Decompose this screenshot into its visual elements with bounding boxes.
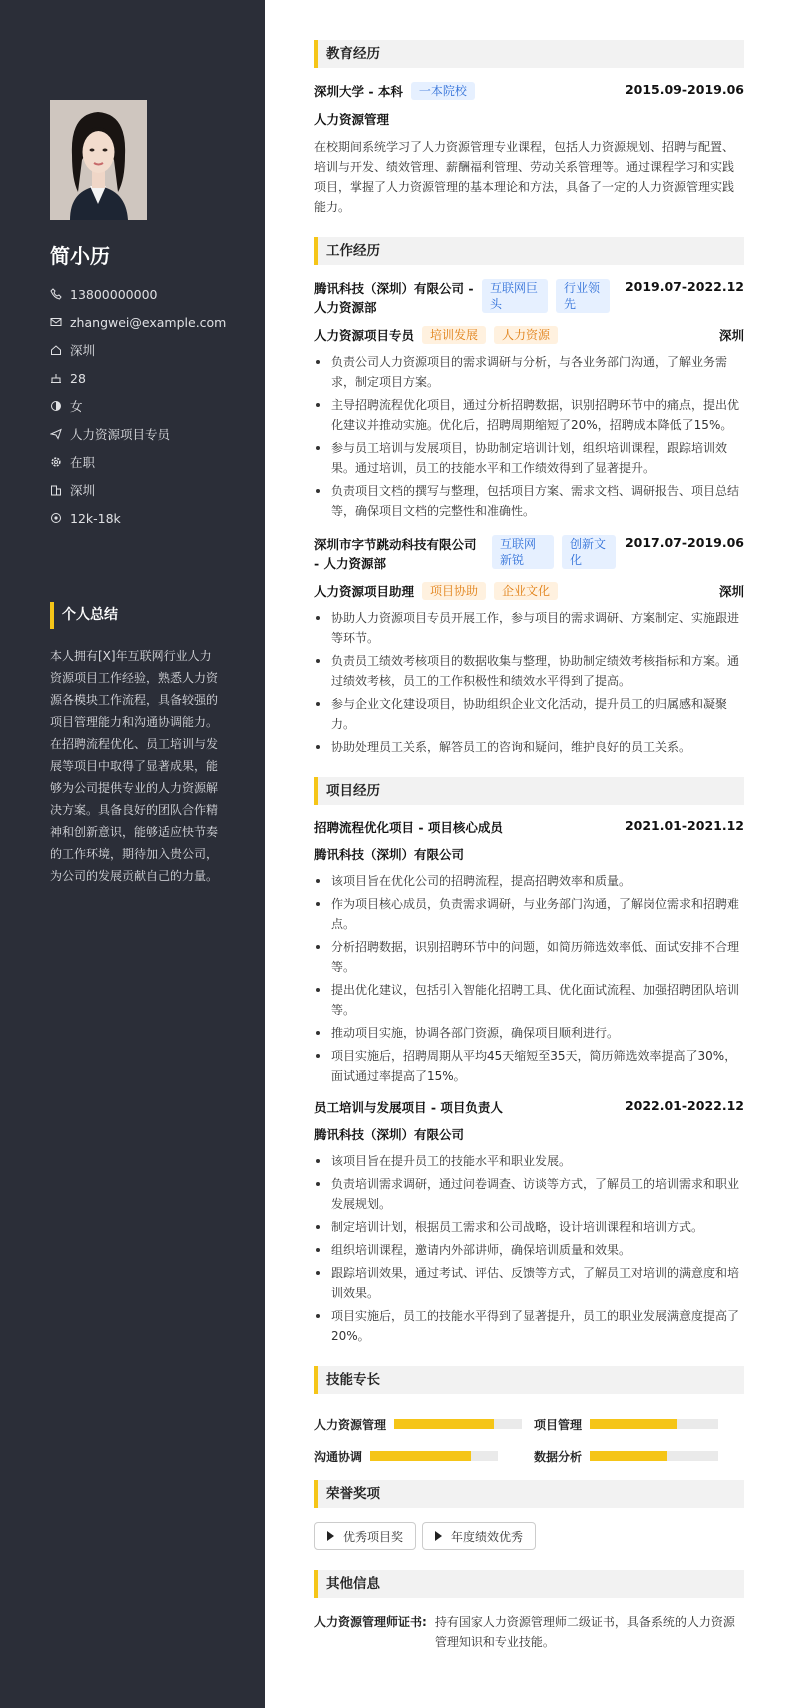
- project-period: 2022.01-2022.12: [624, 1098, 744, 1113]
- skill-bar: [590, 1451, 718, 1461]
- job-company: 腾讯科技（深圳）有限公司 - 人力资源部: [314, 281, 474, 315]
- list-item: 协助处理员工关系，解答员工的咨询和疑问，维护良好的员工关系。: [314, 737, 744, 757]
- award-badge: [422, 1522, 536, 1550]
- gear-icon: [50, 456, 62, 468]
- role-tag: 人力资源: [494, 326, 558, 344]
- cake-icon: [50, 372, 62, 384]
- award-label: 优秀项目奖: [343, 1529, 404, 1544]
- list-item: 项目实施后，招聘周期从平均45天缩短至35天，简历筛选效率提高了30%，面试通过率提高了15%。: [314, 1046, 744, 1086]
- list-item: 该项目旨在优化公司的招聘流程，提高招聘效率和质量。: [314, 871, 744, 891]
- status-row: [50, 448, 250, 476]
- job-bullets: [314, 352, 744, 521]
- project-header: [314, 818, 744, 836]
- city-value: 深圳: [70, 483, 96, 498]
- list-item: 该项目旨在提升员工的技能水平和职业发展。: [314, 1151, 744, 1171]
- job-city: 深圳: [718, 584, 744, 599]
- project-name: 员工培训与发展项目 - 项目负责人: [314, 1100, 503, 1115]
- job-entry: [314, 535, 744, 757]
- age-value: 28: [70, 370, 86, 386]
- age-row: [50, 364, 250, 392]
- role-tag: 企业文化: [494, 582, 558, 600]
- education-heading: 教育经历: [314, 40, 744, 68]
- role-tag: 项目协助: [422, 582, 486, 600]
- job-role: 人力资源项目助理: [314, 584, 415, 599]
- skills-grid: [314, 1408, 744, 1472]
- role-tag: 培训发展: [422, 326, 486, 344]
- skill-bar-fill: [590, 1451, 667, 1461]
- award-label: 年度绩效优秀: [451, 1529, 524, 1544]
- send-icon: [50, 428, 62, 440]
- sidebar: [0, 0, 265, 1708]
- awards-heading: 荣誉奖项: [314, 1480, 744, 1508]
- phone-icon: [50, 288, 62, 300]
- skills-heading: 技能专长: [314, 1366, 744, 1394]
- job-company: 深圳市字节跳动科技有限公司 - 人力资源部: [314, 537, 477, 571]
- list-item: 主导招聘流程优化项目，通过分析招聘数据，识别招聘环节中的痛点，提出优化建议并推动实施。优化后，招聘周期缩短了20%，招聘成本降低了15%。: [314, 395, 744, 435]
- skill-item: [534, 1440, 744, 1472]
- skill-name: 项目管理: [534, 1417, 583, 1432]
- list-item: 组织培训课程，邀请内外部讲师，确保培训质量和效果。: [314, 1240, 744, 1260]
- list-item: 分析招聘数据，识别招聘环节中的问题，如简历筛选效率低、面试安排不合理等。: [314, 937, 744, 977]
- email-row: [50, 308, 250, 336]
- building-icon: [50, 484, 62, 496]
- award-badge: [314, 1522, 416, 1550]
- job-tag: 互联网新锐: [492, 535, 554, 569]
- other-info-row: [314, 1612, 744, 1652]
- list-item: 参与员工培训与发展项目，协助制定培训计划，组织培训课程，跟踪培训效果。通过培训，员工的技能水平和工作绩效得到了显著提升。: [314, 438, 744, 478]
- list-item: 负责公司人力资源项目的需求调研与分析，与各业务部门沟通，了解业务需求，制定项目方案。: [314, 352, 744, 392]
- awards-list: [314, 1522, 744, 1550]
- job-tag: 行业领先: [556, 279, 610, 313]
- location-value: 深圳: [70, 343, 96, 358]
- list-item: 协助人力资源项目专员开展工作，参与项目的需求调研、方案制定、实施跟进等环节。: [314, 608, 744, 648]
- projects-heading: 项目经历: [314, 777, 744, 805]
- skill-bar-fill: [370, 1451, 471, 1461]
- skill-item: [534, 1408, 744, 1440]
- skill-item: [314, 1440, 534, 1472]
- skill-bar: [370, 1451, 498, 1461]
- project-company-row: [314, 845, 744, 863]
- skill-item: [314, 1408, 534, 1440]
- skill-bar: [590, 1419, 718, 1429]
- project-entry: [314, 818, 744, 1086]
- project-bullets: [314, 1151, 744, 1346]
- project-company-row: [314, 1125, 744, 1143]
- list-item: 负责员工绩效考核项目的数据收集与整理，协助制定绩效考核指标和方案。通过绩效考核，员工的工作积极性和绩效水平得到了提高。: [314, 651, 744, 691]
- job-role-row: [314, 326, 744, 344]
- list-item: 负责培训需求调研，通过问卷调查、访谈等方式，了解员工的培训需求和职业发展规划。: [314, 1174, 744, 1214]
- mail-icon: [50, 316, 62, 328]
- job-entry: [314, 279, 744, 521]
- project-entry: [314, 1098, 744, 1346]
- project-bullets: [314, 871, 744, 1086]
- home-icon: [50, 344, 62, 356]
- other-heading: 其他信息: [314, 1570, 744, 1598]
- gender-value: 女: [70, 399, 83, 414]
- skill-name: 数据分析: [534, 1449, 583, 1464]
- list-item: 制定培训计划，根据员工需求和公司战略，设计培训课程和培训方式。: [314, 1217, 744, 1237]
- project-header: [314, 1098, 744, 1116]
- other-value: 持有国家人力资源管理师二级证书，具备系统的人力资源管理知识和专业技能。: [434, 1615, 735, 1649]
- job-city: 深圳: [718, 328, 744, 343]
- project-company: 腾讯科技（深圳）有限公司: [314, 1127, 465, 1142]
- education-row: [314, 82, 744, 100]
- list-item: 跟踪培训效果，通过考试、评估、反馈等方式，了解员工对培训的满意度和培训效果。: [314, 1263, 744, 1303]
- city-row: [50, 476, 250, 504]
- list-item: 推动项目实施，协调各部门资源，确保项目顺利进行。: [314, 1023, 744, 1043]
- summary-heading: 个人总结: [50, 602, 118, 629]
- salary-row: [50, 504, 250, 532]
- project-company: 腾讯科技（深圳）有限公司: [314, 847, 465, 862]
- play-icon: [327, 1531, 334, 1541]
- position-value: 人力资源项目专员: [70, 427, 171, 442]
- summary-text: 本人拥有[X]年互联网行业人力资源项目工作经验，熟悉人力资源各模块工作流程，具备较强的项目管理能力和沟通协调能力。在招聘流程优化、员工培训与发展等项目中取得了显著成果，能够为公司提供专业的人力资源解决方案。具备良好的团队合作精神和创新意识，能够适应快节奏的工作环境，期待加入贵公司，为公司的发展贡献自己的力量。: [50, 649, 219, 883]
- status-value: 在职: [70, 455, 96, 470]
- education-major: 人力资源管理: [314, 112, 390, 127]
- project-period: 2021.01-2021.12: [624, 818, 744, 833]
- job-tag: 互联网巨头: [482, 279, 548, 313]
- location-row: [50, 336, 250, 364]
- education-period: 2015.09-2019.06: [624, 82, 744, 97]
- profile-photo: [50, 100, 147, 220]
- job-period: 2019.07-2022.12: [624, 279, 744, 294]
- play-icon: [435, 1531, 442, 1541]
- project-name: 招聘流程优化项目 - 项目核心成员: [314, 820, 503, 835]
- job-period: 2017.07-2019.06: [624, 535, 744, 550]
- skill-bar-fill: [394, 1419, 494, 1429]
- job-header: [314, 535, 744, 573]
- skill-bar: [394, 1419, 522, 1429]
- work-heading: 工作经历: [314, 237, 744, 265]
- position-row: [50, 420, 250, 448]
- phone-value: 13800000000: [70, 286, 158, 302]
- contact-info-list: [50, 280, 250, 532]
- skill-name: 沟通协调: [314, 1449, 363, 1464]
- salary-value: 12k-18k: [70, 510, 121, 526]
- list-item: 提出优化建议，包括引入智能化招聘工具、优化面试流程、加强招聘团队培训等。: [314, 980, 744, 1020]
- education-tag: 一本院校: [411, 82, 475, 100]
- education-school: 深圳大学 - 本科: [314, 84, 403, 99]
- job-tag: 创新文化: [562, 535, 616, 569]
- list-item: 项目实施后，员工的技能水平得到了显著提升，员工的职业发展满意度提高了20%。: [314, 1306, 744, 1346]
- skill-bar-fill: [590, 1419, 677, 1429]
- profile-name: 简小历: [50, 244, 110, 268]
- education-major-row: [314, 110, 744, 128]
- skill-name: 人力资源管理: [314, 1417, 387, 1432]
- email-value: zhangwei@example.com: [70, 314, 227, 330]
- gender-icon: [50, 400, 62, 412]
- list-item: 参与企业文化建设项目，协助组织企业文化活动，提升员工的归属感和凝聚力。: [314, 694, 744, 734]
- phone-row: [50, 280, 250, 308]
- list-item: 作为项目核心成员，负责需求调研，与业务部门沟通，了解岗位需求和招聘难点。: [314, 894, 744, 934]
- education-desc: 在校期间系统学习了人力资源管理专业课程，包括人力资源规划、招聘与配置、培训与开发、绩效管理、薪酬福利管理、劳动关系管理等。通过课程学习和实践项目，掌握了人力资源管理的基本理论和方法，具备了一定的人力资源管理实践能力。: [314, 140, 735, 214]
- job-bullets: [314, 608, 744, 757]
- coin-icon: [50, 512, 62, 524]
- main-content: [314, 40, 744, 1652]
- other-label: 人力资源管理师证书:: [314, 1615, 427, 1629]
- job-role-row: [314, 582, 744, 600]
- gender-row: [50, 392, 250, 420]
- list-item: 负责项目文档的撰写与整理，包括项目方案、需求文档、调研报告、项目总结等，确保项目文档的完整性和准确性。: [314, 481, 744, 521]
- job-header: [314, 279, 744, 317]
- job-role: 人力资源项目专员: [314, 328, 415, 343]
